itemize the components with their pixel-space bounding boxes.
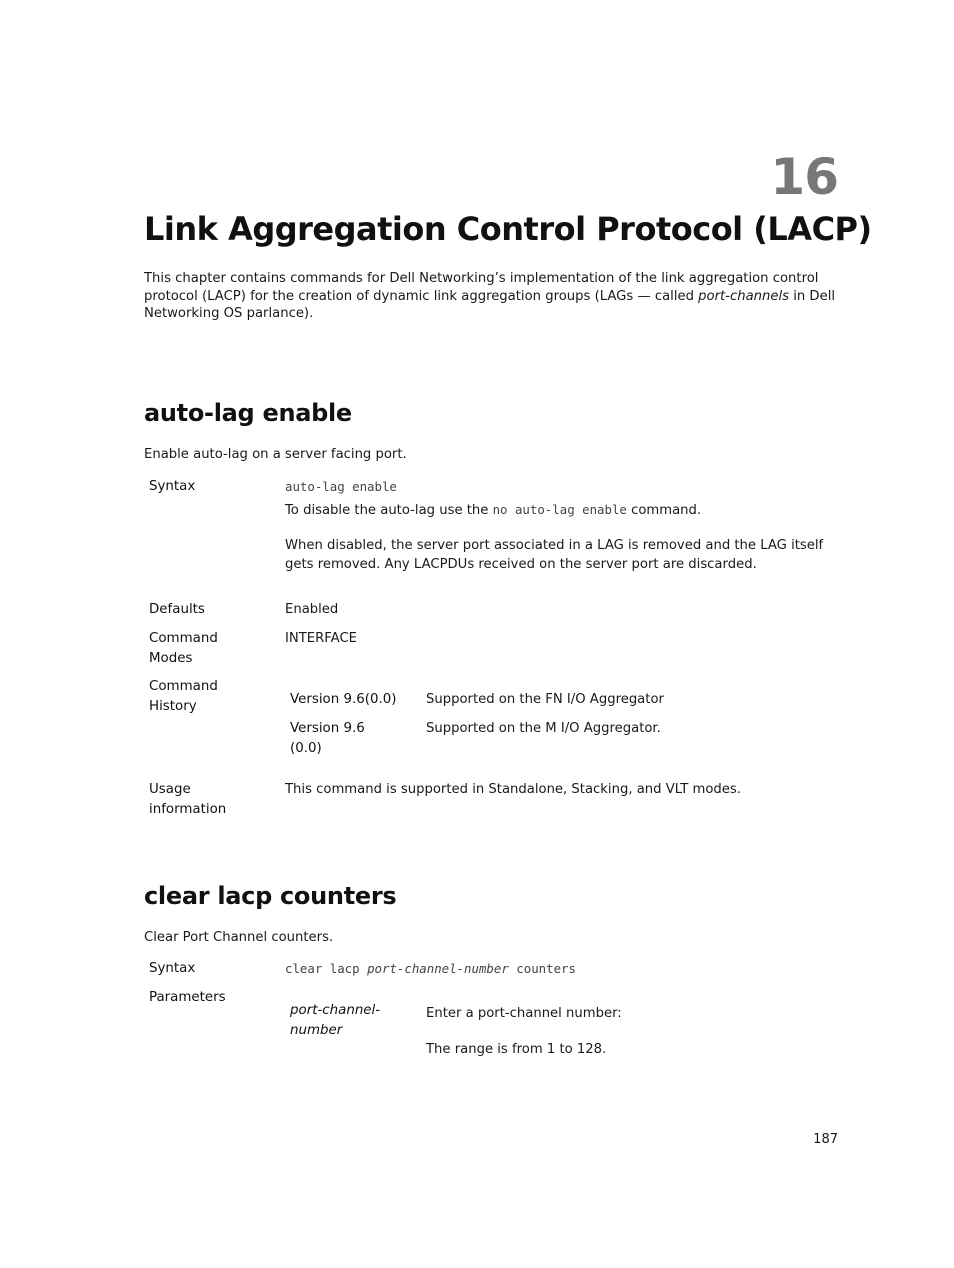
syntax-note: When disabled, the server port associated in a LAG is removed and the LAG itself gets removed. Any LACPDUs received on the server port are discarded. [285, 538, 824, 572]
chapter-title: Link Aggregation Control Protocol (LACP) [144, 210, 872, 248]
intro-text-1: This chapter contains commands for Dell Networking’s implementation of the link aggregation control protocol (LACP) for the creation of dynamic link aggregation groups (LAGs — called [144, 271, 819, 304]
section-title-auto-lag-enable: auto-lag enable [144, 399, 352, 427]
history-version: Version 9.6(0.0) [290, 692, 397, 707]
defaults-value: Enabled [285, 602, 339, 617]
syntax-label: Syntax [149, 479, 196, 494]
syntax-disable-text [285, 500, 830, 520]
syntax-cmd-post: counters [508, 961, 576, 976]
syntax-cmd-pre: clear lacp [285, 961, 368, 976]
parameter-name-text: port-channel-number [290, 1003, 381, 1038]
page-number: 187 [813, 1132, 838, 1147]
history-description: Supported on the M I/O Aggregator. [426, 721, 661, 736]
command-history-label: Command History [149, 679, 218, 714]
syntax-disable-post: command. [626, 503, 702, 518]
section-description: Enable auto-lag on a server facing port. [144, 447, 407, 462]
defaults-label: Defaults [149, 602, 205, 617]
syntax-disable-pre: To disable the auto-lag use the [285, 503, 493, 518]
command-modes-label: Command Modes [149, 631, 218, 666]
history-version: Version 9.6 (0.0) [290, 721, 365, 756]
section-description: Clear Port Channel counters. [144, 930, 334, 945]
syntax-command [285, 477, 830, 497]
syntax-label: Syntax [149, 961, 196, 976]
parameters-label: Parameters [149, 990, 226, 1005]
syntax-disable-command: no auto-lag enable [492, 502, 627, 517]
syntax-command-text: auto-lag enable [285, 479, 397, 494]
parameter-description: Enter a port-channel number: [426, 1006, 622, 1021]
syntax-cmd-variable: port-channel-number [367, 961, 509, 976]
chapter-intro [144, 270, 844, 323]
history-description: Supported on the FN I/O Aggregator [426, 692, 664, 707]
section-title-clear-lacp-counters: clear lacp counters [144, 882, 397, 910]
usage-information-value: This command is supported in Standalone, Stacking, and VLT modes. [285, 782, 741, 797]
syntax-command [285, 959, 830, 979]
chapter-number: 16 [770, 148, 838, 206]
parameter-name [290, 1001, 400, 1040]
command-modes-value: INTERFACE [285, 631, 358, 646]
intro-italic-term: port-channels [698, 288, 790, 304]
parameter-note: The range is from 1 to 128. [426, 1042, 607, 1057]
usage-information-label: Usage information [149, 782, 227, 817]
intro-text-2: in Dell Networking OS parlance). [144, 288, 836, 321]
